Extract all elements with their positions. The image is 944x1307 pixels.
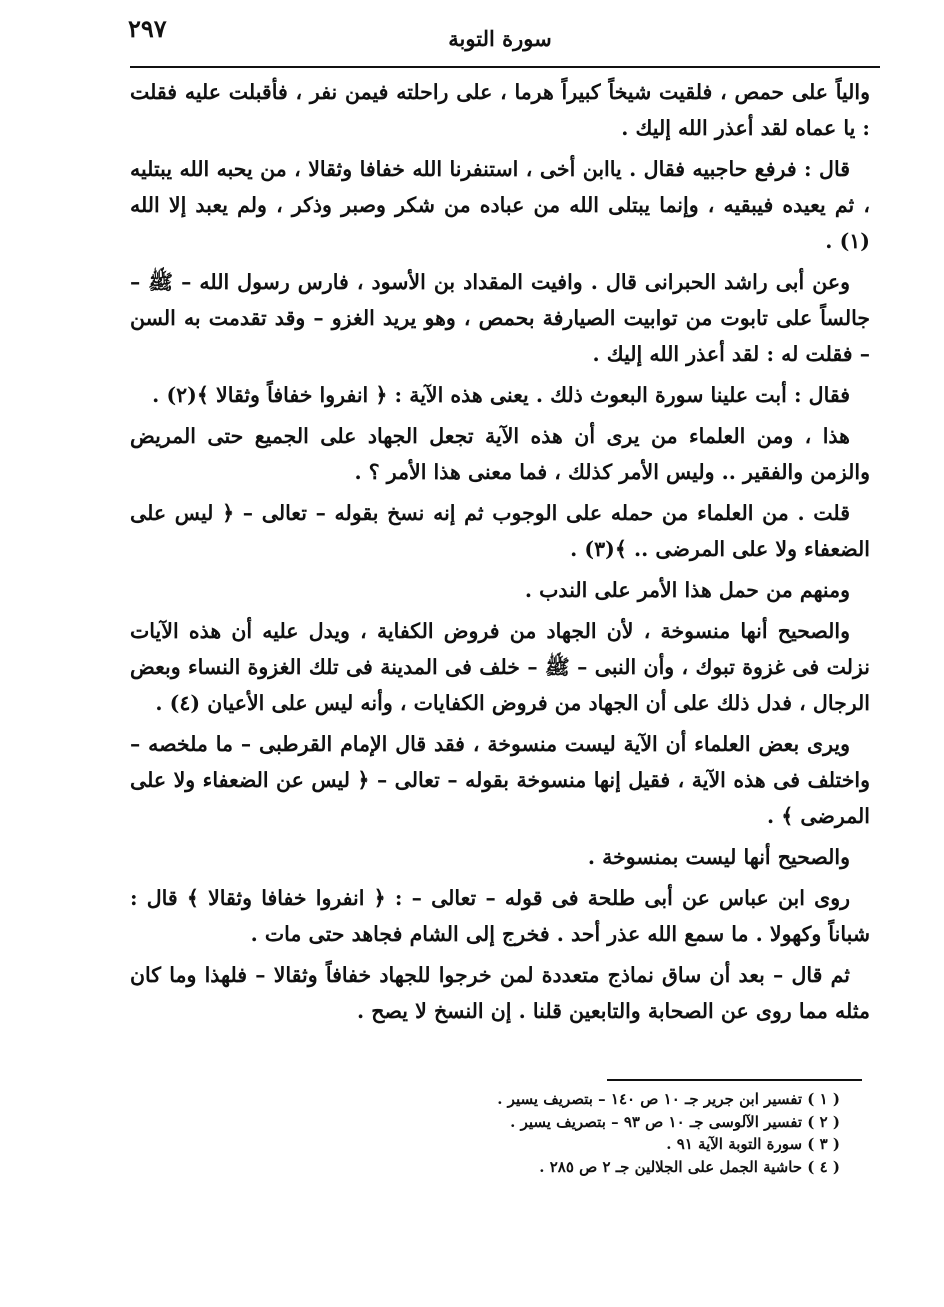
main-text: [130, 74, 870, 1034]
footnote-item: ( ١ ) تفسير ابن جرير جـ ١٠ ص ١٤٠ – بتصريف يسير .: [497, 1090, 840, 1108]
paragraph: ومنهم من حمل هذا الأمر على الندب .: [524, 578, 850, 602]
footnote-item: ( ٤ ) حاشية الجمل على الجلالين جـ ٢ ص ٢٨٥ .: [539, 1157, 840, 1176]
paragraph: والياً على حمص ، فلقيت شيخاً كبيراً هرما ، على راحلته فيمن نفر ، فأقبلت عليه فقلت : يا عماه لقد أعذر الله إليك .: [130, 80, 870, 140]
footnote-item: ( ٣ ) سورة التوبة الآية ٩١ .: [666, 1135, 840, 1153]
page-number: ٢٩٧: [128, 14, 167, 43]
paragraph: قلت . من العلماء من حمله على الوجوب ثم إنه نسخ بقوله – تعالى – ﴿ ليس على الضعفاء ولا على المرضى .. ﴾(٣) .: [130, 501, 870, 561]
paragraph: ثم قال – بعد أن ساق نماذج متعددة لمن خرجوا للجهاد خفافاً وثقالا – فلهذا وما كان مثله مما روى عن الصحابة والتابعين قلنا . إن النسخ لا يصح .: [130, 963, 870, 1023]
paragraph: ويرى بعض العلماء أن الآية ليست منسوخة ، فقد قال الإمام القرطبى – ما ملخصه – واختلف فى هذه الآية ، فقيل إنها منسوخة بقوله – تعالى – ﴿ ليس عن الضعفاء ولا على المرضى ﴾ .: [130, 732, 870, 828]
paragraph: فقال : أبت علينا سورة البعوث ذلك . يعنى هذه الآية : ﴿ انفروا خفافاً وثقالا ﴾(٢) .: [152, 383, 850, 407]
page-header: [0, 0, 944, 70]
paragraph: والصحيح أنها ليست بمنسوخة .: [587, 845, 850, 869]
footnote-divider: [607, 1079, 862, 1081]
paragraph: قال : فرفع حاجبيه فقال . ياابن أخى ، استنفرنا الله خفافا وثقالا ، من يحبه الله يبتليه ، ثم يعيده فيبقيه ، وإنما يبتلى الله من عباده من شكر وصبر وذكر ، ولم يعبد إلا الله (١) .: [130, 157, 870, 253]
header-divider: [130, 66, 880, 68]
paragraph: هذا ، ومن العلماء من يرى أن هذه الآية تجعل الجهاد على الجميع حتى المريض والزمن والفقير .. وليس الأمر كذلك ، فما معنى هذا الأمر ؟ .: [130, 424, 870, 484]
footnotes: [300, 1088, 840, 1178]
paragraph: والصحيح أنها منسوخة ، لأن الجهاد من فروض الكفاية ، ويدل عليه أن هذه الآيات نزلت فى غزوة تبوك ، وأن النبى – ﷺ – خلف فى المدينة فى تلك الغزوة النساء وبعض الرجال ، فدل ذلك على أن الجهاد من فروض الكفايات ، وأنه ليس على الأعيان (٤) .: [130, 619, 870, 715]
running-title: سورة التوبة: [448, 26, 552, 51]
paragraph: وعن أبى راشد الحبرانى قال . وافيت المقداد بن الأسود ، فارس رسول الله – ﷺ – جالساً على تابوت من توابيت الصيارفة بحمص ، وهو يريد الغزو – وقد تقدمت به السن – فقلت له : لقد أعذر الله إليك .: [130, 270, 870, 366]
footnote-item: ( ٢ ) تفسير الآلوسى جـ ١٠ ص ٩٣ – بتصريف يسير .: [510, 1112, 840, 1131]
paragraph: روى ابن عباس عن أبى طلحة فى قوله – تعالى – : ﴿ انفروا خفافا وثقالا ﴾ قال : شباناً وكهولا . ما سمع الله عذر أحد . فخرج إلى الشام فجاهد حتى مات .: [130, 886, 870, 946]
